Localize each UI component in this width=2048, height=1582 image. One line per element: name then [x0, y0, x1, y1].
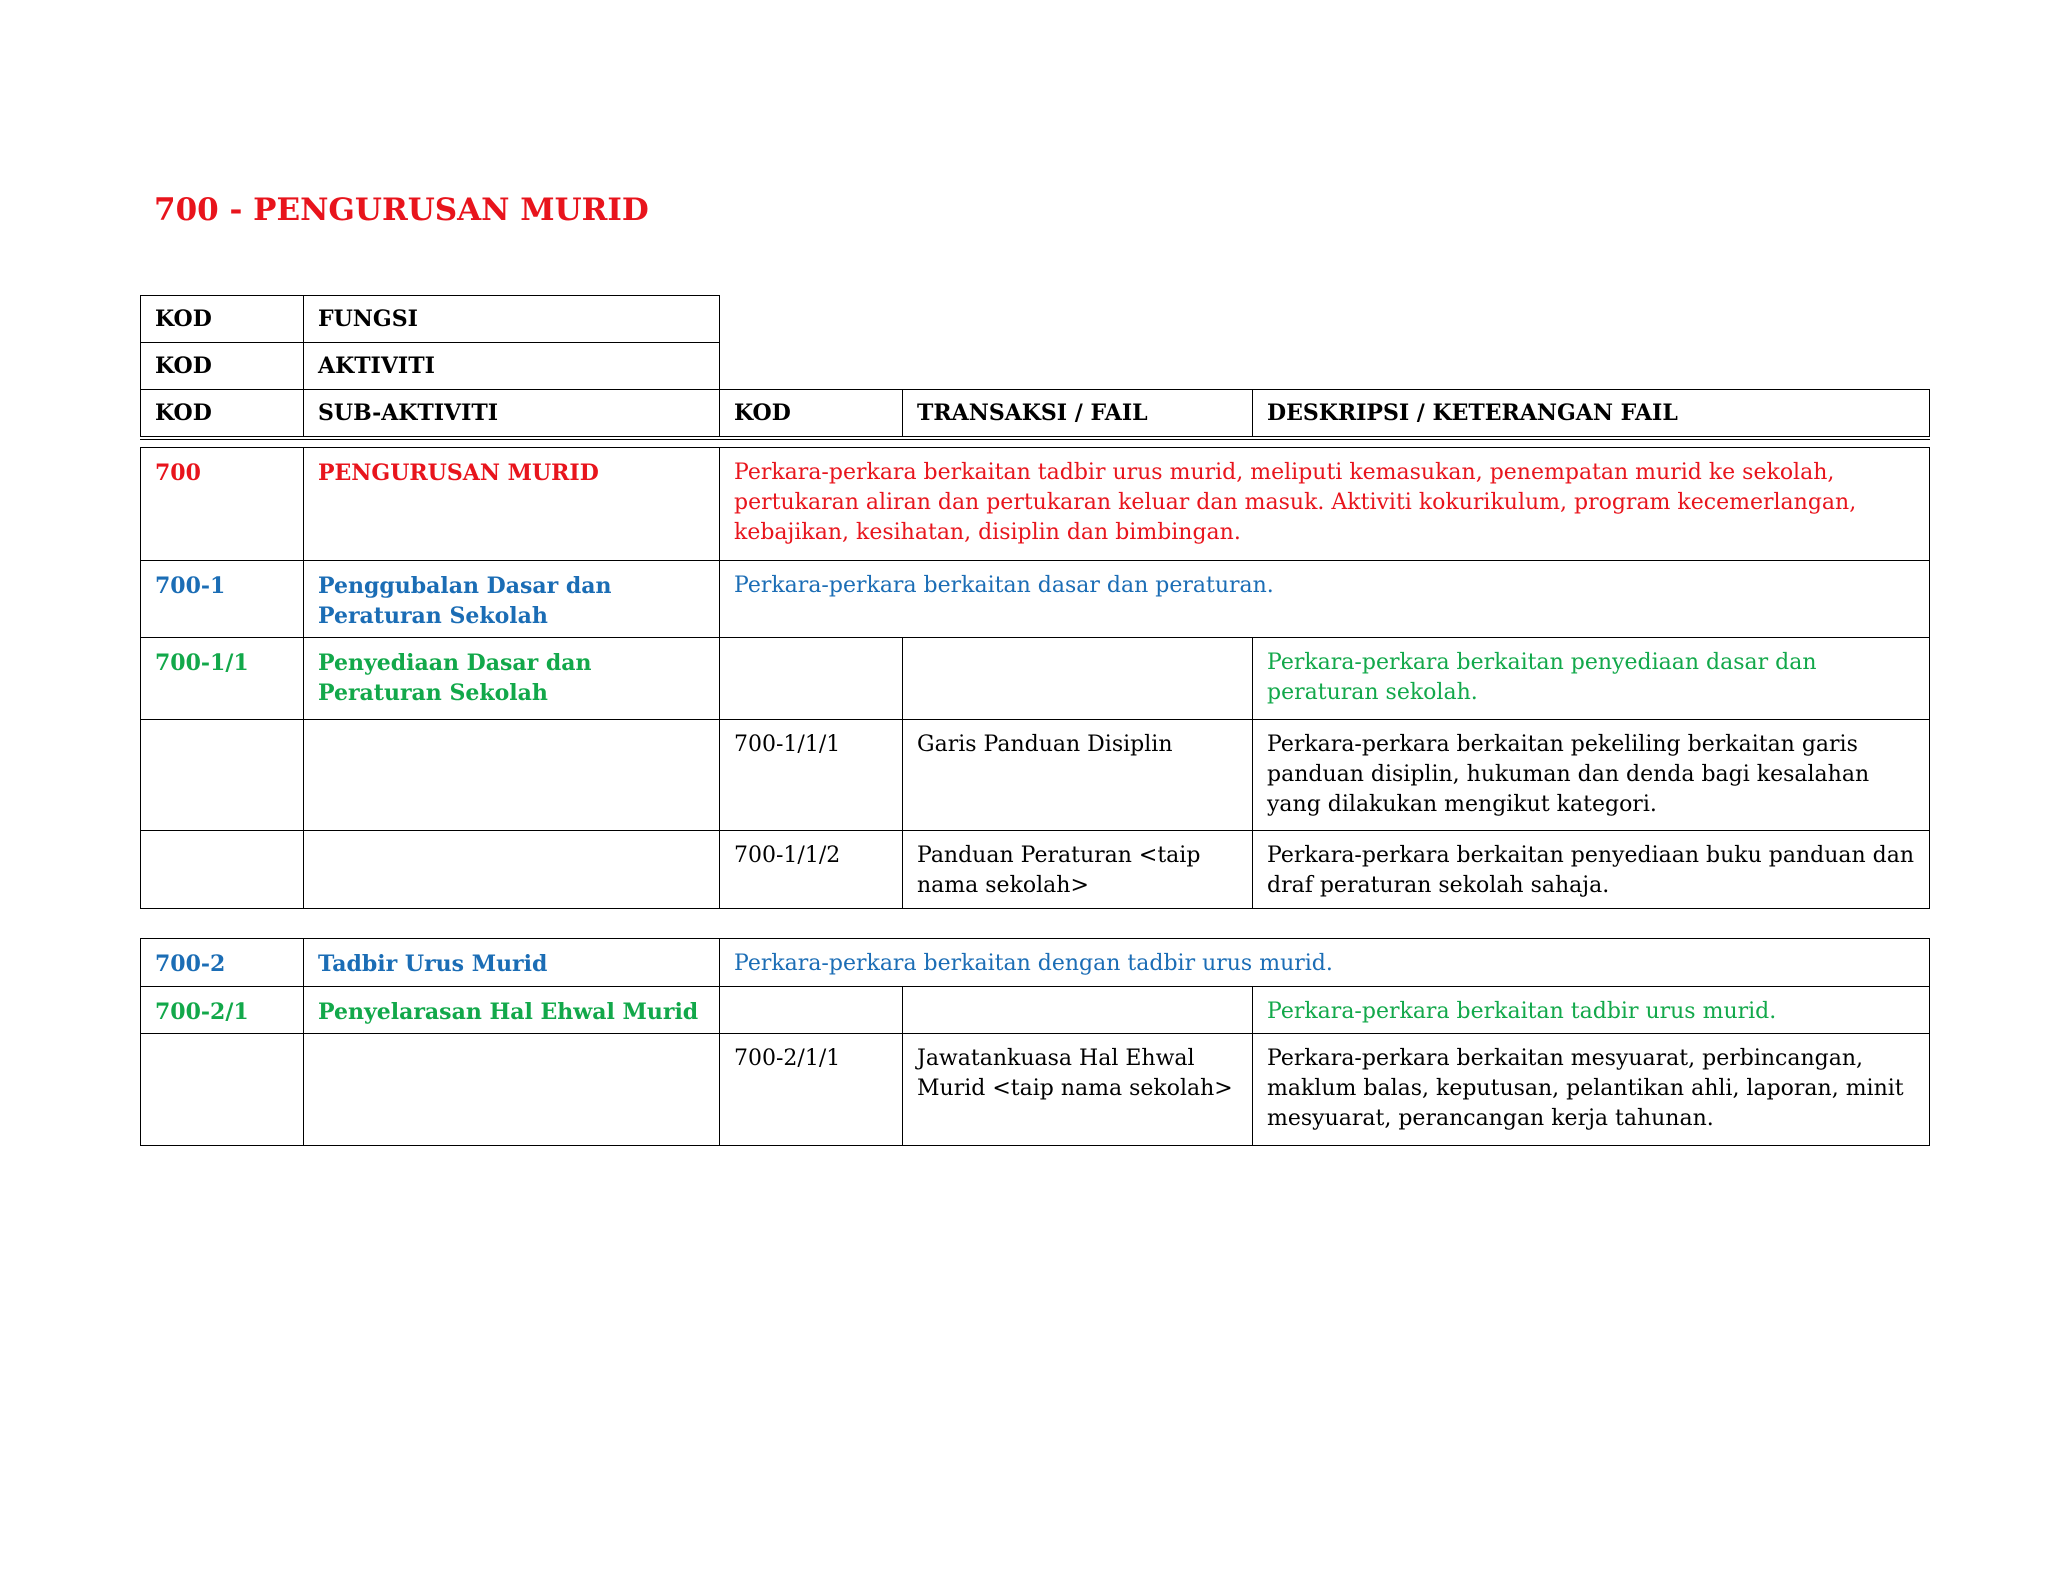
table-row-aktiviti	[141, 939, 1930, 987]
empty-cell	[903, 987, 1253, 1034]
aktiviti-nama: Penggubalan Dasar dan Peraturan Sekolah	[304, 561, 720, 638]
aktiviti-nama: Tadbir Urus Murid	[304, 939, 720, 987]
empty-cell	[304, 1034, 720, 1146]
empty-cell	[903, 638, 1253, 720]
fail-deskripsi: Perkara-perkara berkaitan pekeliling berkaitan garis panduan disiplin, hukuman dan denda bagi kesalahan yang dilakukan mengikut kategori.	[1253, 720, 1930, 831]
aktiviti-kod: 700-1	[141, 561, 304, 638]
page-title: 700 - PENGURUSAN MURID	[154, 192, 649, 228]
fail-nama: Garis Panduan Disiplin	[903, 720, 1253, 831]
sub-aktiviti-kod: 700-1/1	[141, 638, 304, 720]
header-kod-cell: KOD	[141, 390, 304, 438]
sub-aktiviti-deskripsi: Perkara-perkara berkaitan tadbir urus murid.	[1253, 987, 1930, 1034]
fail-nama: Jawatankuasa Hal Ehwal Murid <taip nama sekolah>	[903, 1034, 1253, 1146]
header-row-fungsi	[141, 296, 1930, 343]
fungsi-nama: PENGURUSAN MURID	[304, 448, 720, 561]
header-kod-cell: KOD	[141, 296, 304, 343]
header-table	[140, 295, 1930, 440]
aktiviti-deskripsi: Perkara-perkara berkaitan dengan tadbir urus murid.	[720, 939, 1930, 987]
table-row-fail	[141, 720, 1930, 831]
table-row-fungsi	[141, 448, 1930, 561]
empty-cell	[141, 831, 304, 909]
empty-cell	[720, 987, 903, 1034]
sub-aktiviti-deskripsi: Perkara-perkara berkaitan penyediaan dasar dan peraturan sekolah.	[1253, 638, 1930, 720]
table-row-aktiviti	[141, 561, 1930, 638]
table-row-fail	[141, 831, 1930, 909]
fungsi-kod: 700	[141, 448, 304, 561]
header-row-sub-aktiviti	[141, 390, 1930, 438]
header-deskripsi-cell: DESKRIPSI / KETERANGAN FAIL	[1253, 390, 1930, 438]
empty-cell	[304, 831, 720, 909]
fail-deskripsi: Perkara-perkara berkaitan penyediaan buku panduan dan draf peraturan sekolah sahaja.	[1253, 831, 1930, 909]
fail-deskripsi: Perkara-perkara berkaitan mesyuarat, perbincangan, maklum balas, keputusan, pelantikan ahli, laporan, minit mesyuarat, perancangan kerja tahunan.	[1253, 1034, 1930, 1146]
header-aktiviti-cell: AKTIVITI	[304, 343, 720, 390]
aktiviti-kod: 700-2	[141, 939, 304, 987]
fail-kod: 700-1/1/2	[720, 831, 903, 909]
fail-kod: 700-2/1/1	[720, 1034, 903, 1146]
header-kod-fail-cell: KOD	[720, 390, 903, 438]
sub-aktiviti-nama: Penyediaan Dasar dan Peraturan Sekolah	[304, 638, 720, 720]
fail-kod: 700-1/1/1	[720, 720, 903, 831]
fail-nama: Panduan Peraturan <taip nama sekolah>	[903, 831, 1253, 909]
table-row-fail	[141, 1034, 1930, 1146]
empty-cell	[141, 1034, 304, 1146]
fungsi-deskripsi: Perkara-perkara berkaitan tadbir urus murid, meliputi kemasukan, penempatan murid ke sekolah, pertukaran aliran dan pertukaran keluar dan masuk. Aktiviti kokurikulum, program kecemerlangan, kebajikan, kesihatan, disiplin dan bimbingan.	[720, 448, 1930, 561]
classification-table-700-1	[140, 447, 1930, 909]
table-row-sub-aktiviti	[141, 638, 1930, 720]
header-kod-cell: KOD	[141, 343, 304, 390]
aktiviti-deskripsi: Perkara-perkara berkaitan dasar dan peraturan.	[720, 561, 1930, 638]
empty-cell	[141, 720, 304, 831]
table-row-sub-aktiviti	[141, 987, 1930, 1034]
header-transaksi-cell: TRANSAKSI / FAIL	[903, 390, 1253, 438]
empty-cell	[304, 720, 720, 831]
classification-table-700-2	[140, 938, 1930, 1146]
sub-aktiviti-kod: 700-2/1	[141, 987, 304, 1034]
sub-aktiviti-nama: Penyelarasan Hal Ehwal Murid	[304, 987, 720, 1034]
header-row-aktiviti	[141, 343, 1930, 390]
header-fungsi-cell: FUNGSI	[304, 296, 720, 343]
header-sub-aktiviti-cell: SUB-AKTIVITI	[304, 390, 720, 438]
empty-cell	[720, 638, 903, 720]
